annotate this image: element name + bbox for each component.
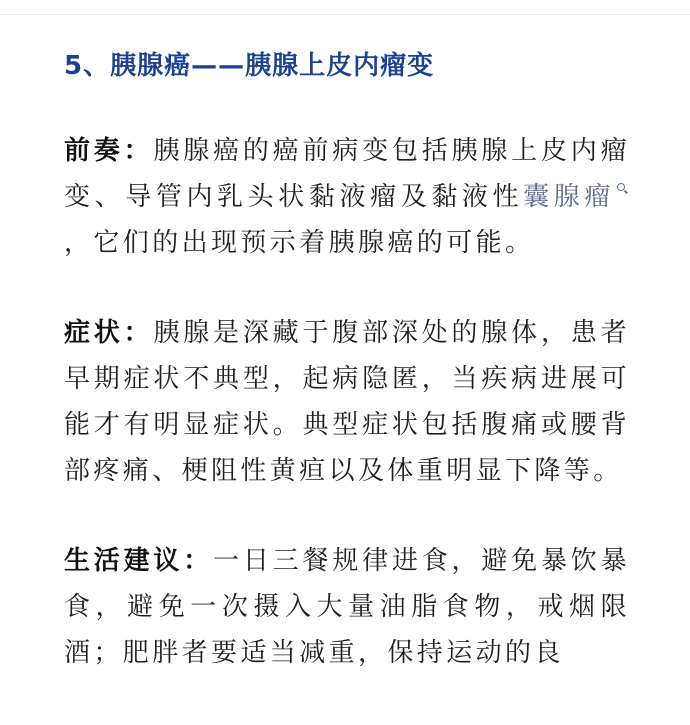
section-heading: 5、胰腺癌——胰腺上皮内瘤变 [64,51,435,81]
prelude-text-before: 胰腺癌的癌前病变包括胰腺上皮内瘤变、导管内乳头状黏液瘤及黏液性 [64,136,630,212]
prelude-text-after: ，它们的出现预示着胰腺癌的可能。 [64,228,535,258]
search-icon[interactable] [617,183,628,195]
symptoms-paragraph [64,310,630,494]
symptoms-text: 胰腺是深藏于腹部深处的腺体，患者早期症状不典型，起病隐匿，当疾病进展可能才有明显症状。典型症状包括腹痛或腰背部疼痛、梗阻性黄疸以及体重明显下降等。 [64,318,630,486]
advice-label: 生活建议： [64,546,214,576]
prelude-paragraph [64,128,630,266]
symptoms-label: 症状： [64,318,154,348]
prelude-label: 前奏： [64,136,154,166]
article-body [64,36,630,676]
top-divider [0,14,690,15]
cystadenoma-link[interactable]: 囊腺瘤 [523,182,615,212]
advice-text: 一日三餐规律进食，避免暴饮暴食，避免一次摄入大量油脂食物，戒烟限酒；肥胖者要适当减重，保持运动的良 [64,546,630,668]
advice-paragraph [64,538,630,676]
